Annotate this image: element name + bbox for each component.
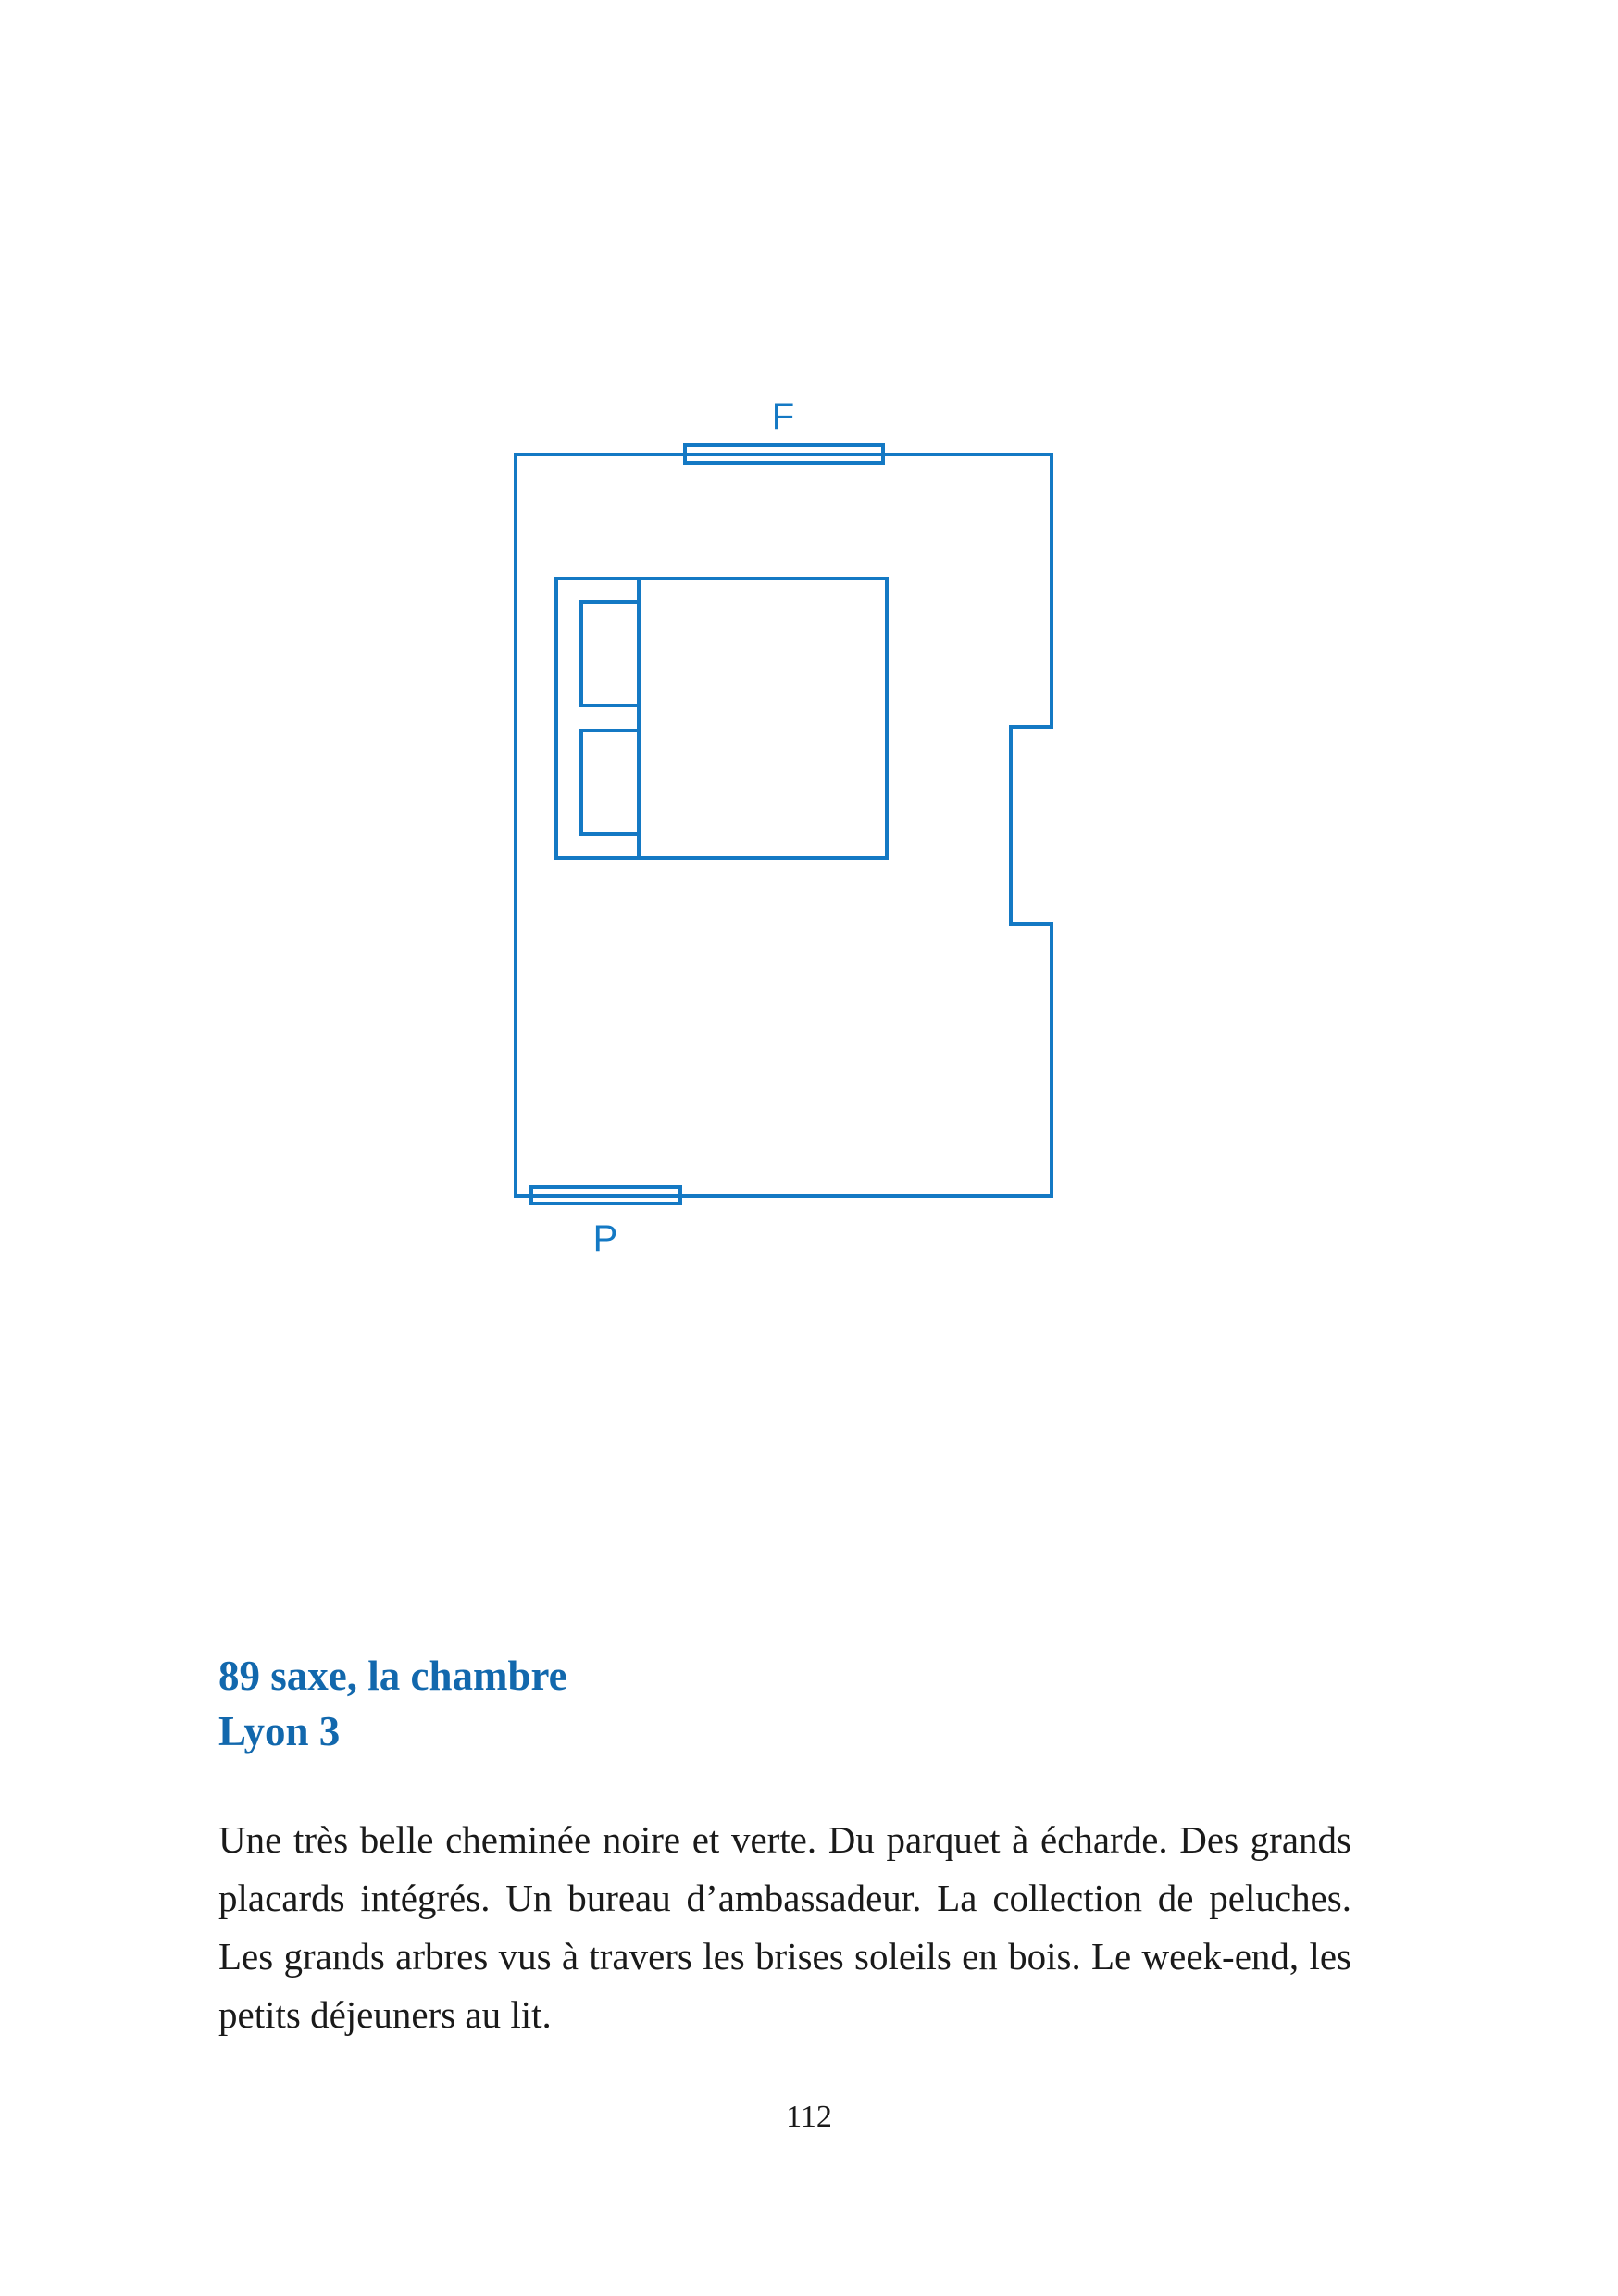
window-label: F xyxy=(771,396,795,437)
room-walls xyxy=(516,455,1052,1196)
body-paragraph: Une très belle cheminée noire et verte. Du parquet à écharde. Des grands placards intégrés. Un bureau d’ambassadeur. La collection de peluches. Les grands arbres vus à travers les brises soleils en bois. Le week-end, les petits déjeuners au lit. xyxy=(218,1818,1351,2036)
door-label: P xyxy=(592,1218,618,1259)
pillow-top xyxy=(581,602,639,705)
heading-title: 89 saxe, la chambre xyxy=(218,1653,567,1699)
pillow-bottom xyxy=(581,730,639,834)
page-heading xyxy=(218,1648,567,1759)
heading-subtitle: Lyon 3 xyxy=(218,1708,341,1754)
page-number: 112 xyxy=(786,2100,832,2134)
bed-frame xyxy=(556,579,887,858)
